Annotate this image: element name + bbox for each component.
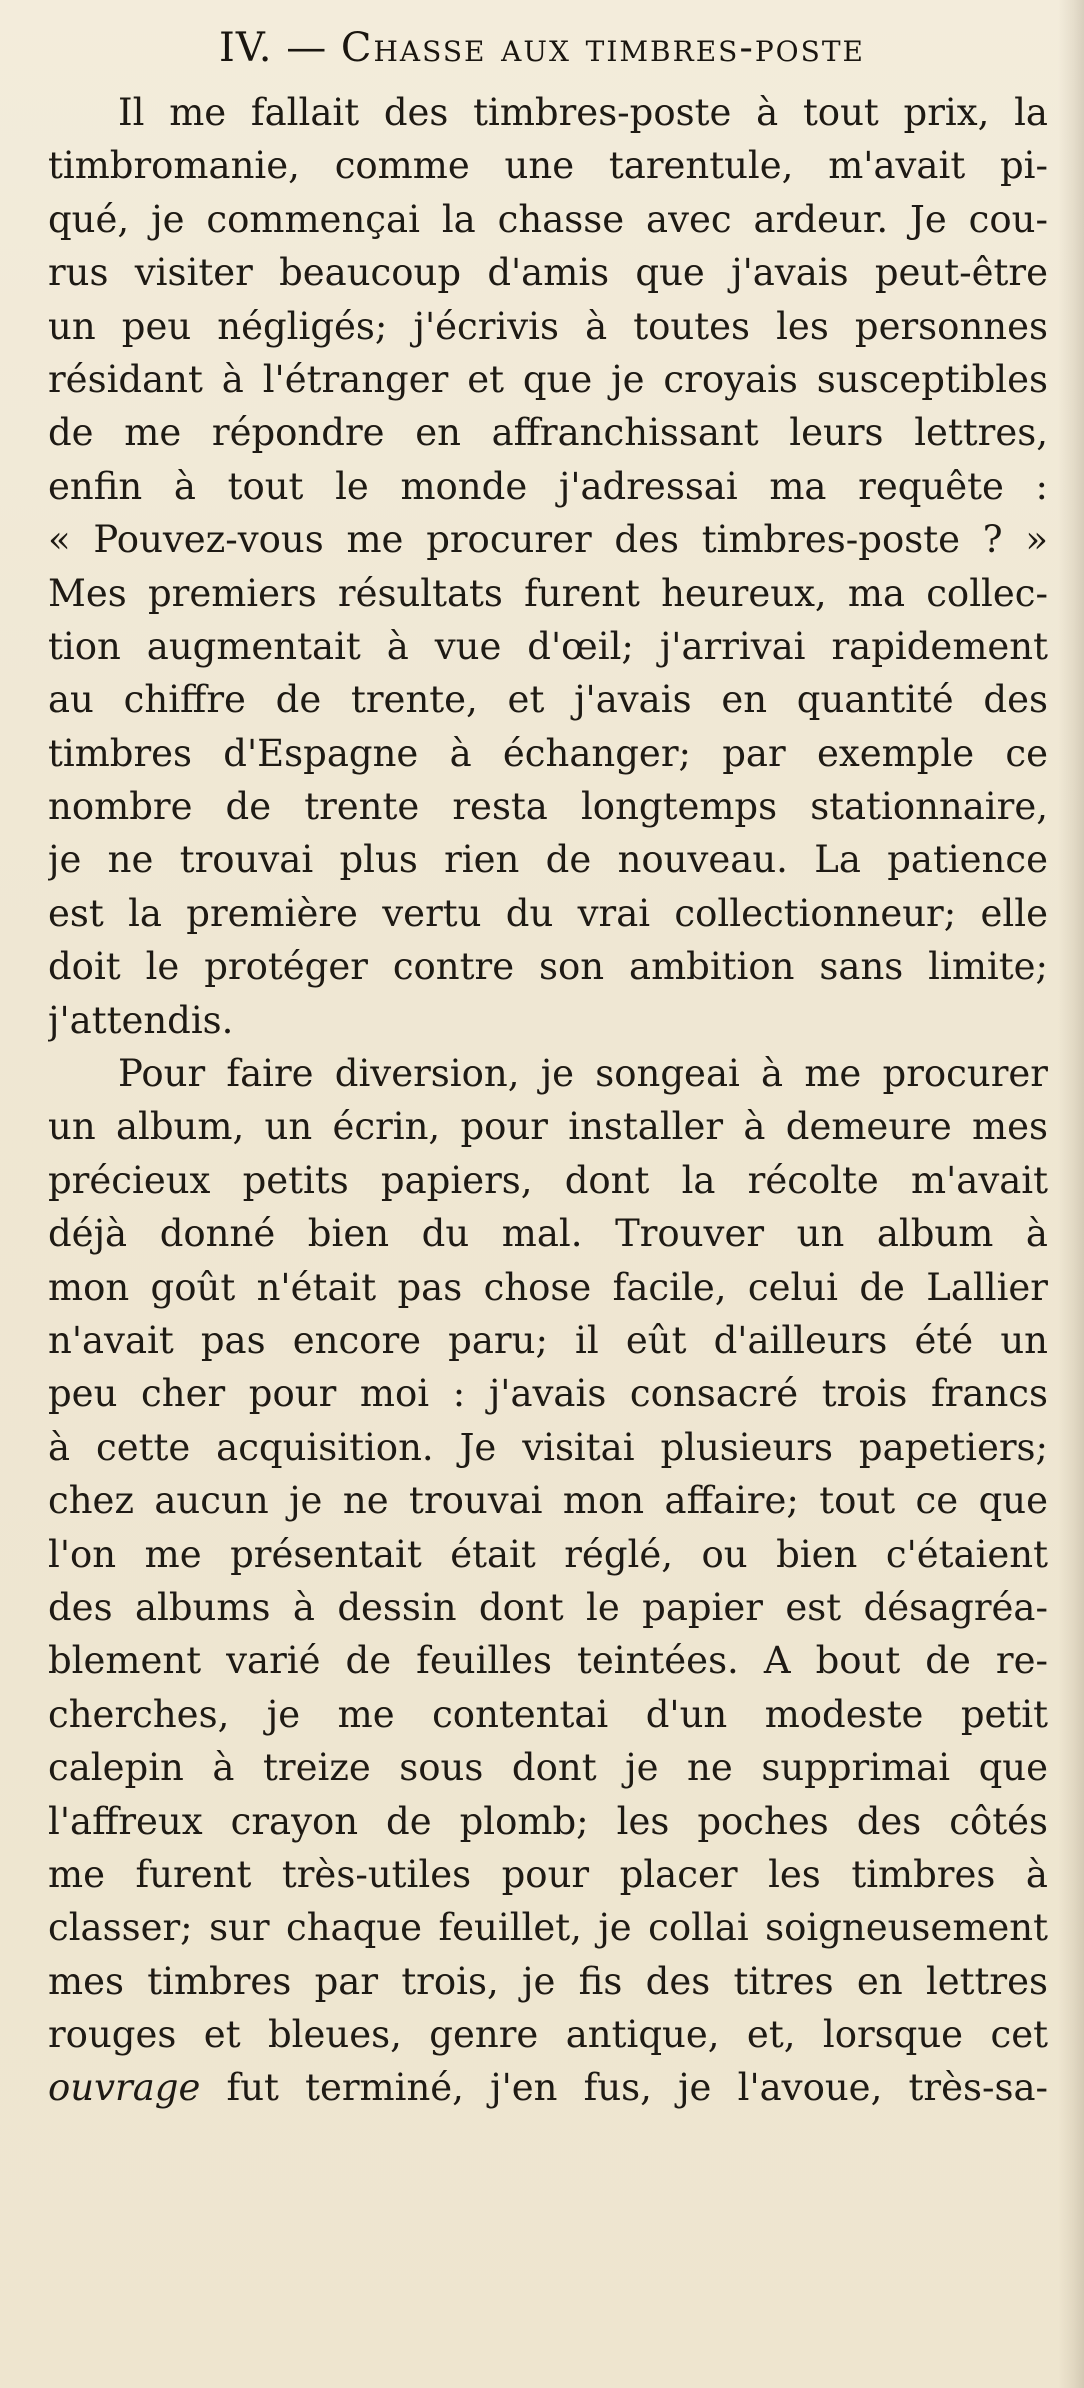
text-line: l'on me présentait était réglé, ou bien c'étaient [48,1532,1048,1576]
italic-word: ouvrage [48,2066,201,2110]
text-line: blement varié de feuilles teintées. A bout de re- [48,1639,1048,1683]
text-line: « Pouvez-vous me procurer des timbres-poste ? » [48,518,1048,562]
text-line: timbromanie, comme une tarentule, m'avait pi- [48,144,1048,188]
text-line: chez aucun je ne trouvai mon affaire; tout ce que [48,1479,1048,1523]
text-line: précieux petits papiers, dont la récolte m'avait [48,1158,1048,1202]
text-line: doit le protéger contre son ambition sans limite; [48,945,1048,989]
heading-dash: — [286,25,328,71]
text-line: Mes premiers résultats furent heureux, ma collec- [48,571,1048,615]
text-line: est la première vertu du vrai collectionneur; elle [48,891,1048,935]
text-line: cherches, je me contentai d'un modeste petit [48,1692,1048,1736]
text-line: qué, je commençai la chasse avec ardeur. Je cou- [48,197,1048,241]
text-line: rus visiter beaucoup d'amis que j'avais peut-être [48,251,1048,295]
text-line: au chiffre de trente, et j'avais en quantité des [48,678,1048,722]
text-line: Il me fallait des timbres-poste à tout prix, la [118,91,1048,134]
text-line: un album, un écrin, pour installer à demeure mes [48,1105,1048,1149]
final-line-rest: fut terminé, j'en fus, je l'avoue, très-sa- [200,2066,1048,2110]
text-line: à cette acquisition. Je visitai plusieurs papetiers; [48,1425,1048,1469]
text-line: timbres d'Espagne à échanger; par exemple ce [48,731,1048,775]
text-line: mon goût n'était pas chose facile, celui de Lallier [48,1265,1048,1309]
text-line: Pour faire diversion, je songeai à me procurer [118,1052,1048,1096]
text-line: enfin à tout le monde j'adressai ma requête : [48,464,1048,508]
page-edge-shadow [1058,0,1084,2388]
text-line: rouges et bleues, genre antique, et, lorsque cet [48,2013,1048,2057]
text-line: nombre de trente resta longtemps stationnaire, [48,785,1048,829]
chapter-title: Chasse aux timbres-poste [340,25,865,71]
text-line: n'avait pas encore paru; il eût d'ailleurs été un [48,1318,1048,1362]
chapter-number: IV. [219,25,273,71]
text-line: des albums à dessin dont le papier est désagréa- [48,1585,1048,1629]
text-line: je ne trouvai plus rien de nouveau. La patience [48,838,1048,882]
text-line: peu cher pour moi : j'avais consacré trois francs [48,1372,1048,1416]
text-line: calepin à treize sous dont je ne supprimai que [48,1746,1048,1790]
text-line-final [48,2061,1048,2114]
text-line: un peu négligés; j'écrivis à toutes les personnes [48,304,1048,348]
text-line: l'affreux crayon de plomb; les poches des côtés [48,1799,1048,1843]
text-line: mes timbres par trois, je fis des titres en lettres [48,1959,1048,2003]
text-line: classer; sur chaque feuillet, je collai soigneusement [48,1906,1048,1950]
chapter-heading [0,22,1084,74]
text-line: résidant à l'étranger et que je croyais susceptibles [48,357,1048,401]
text-line: j'attendis. [48,998,234,1042]
text-line: tion augmentait à vue d'œil; j'arrivai rapidement [48,624,1048,668]
text-line: de me répondre en affranchissant leurs lettres, [48,411,1048,455]
text-line: déjà donné bien du mal. Trouver un album à [48,1212,1048,1256]
text-line: me furent très-utiles pour placer les timbres à [48,1852,1048,1896]
body-text [48,86,1048,2115]
